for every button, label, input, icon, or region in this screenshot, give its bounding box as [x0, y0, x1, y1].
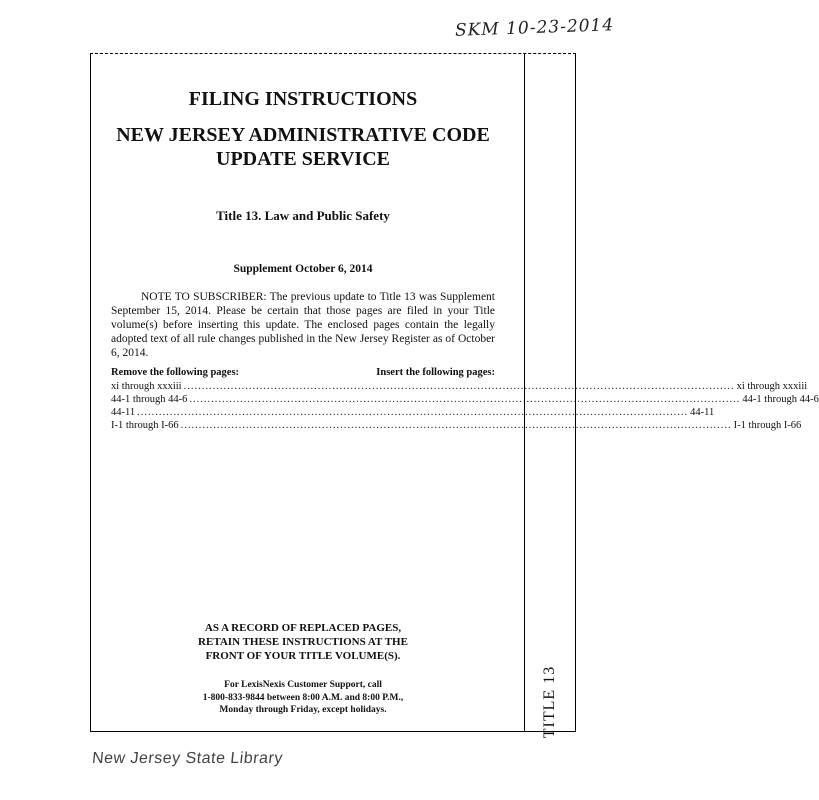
remove-cell: xi through xxxiii — [111, 381, 182, 392]
page-table — [111, 380, 819, 432]
document-frame — [90, 53, 819, 739]
record-line: AS A RECORD OF REPLACED PAGES, — [204, 622, 402, 634]
page-title: FILING INSTRUCTIONS — [188, 88, 418, 110]
title-line: Title 13. Law and Public Safety — [216, 208, 390, 223]
insert-cell: xi through xxxiii — [736, 381, 808, 392]
table-header — [111, 367, 495, 378]
subscriber-note: NOTE TO SUBSCRIBER: The previous update to Title 13 was Supplement September 15, 2014. Please be certain that those pages are filed in your Title volume(s) before inserting this update. The enclosed pages contain the legally adopted text of all rule changes published in the New Jersey Register as of October 6, 2014. — [111, 291, 495, 359]
title-tab — [524, 54, 575, 739]
support-line: Monday through Friday, except holidays. — [219, 705, 387, 715]
dot-leader: ........................................................................................................................................................ — [189, 394, 741, 405]
table-row — [111, 406, 715, 419]
insert-cell: 44-1 through 44-6 — [742, 394, 819, 405]
subheading-line: NEW JERSEY ADMINISTRATIVE CODE — [116, 124, 490, 146]
record-line: FRONT OF YOUR TITLE VOLUME(S). — [205, 650, 401, 662]
dot-leader: ........................................................................................................................................................ — [183, 381, 735, 392]
insert-cell: 44-11 — [690, 407, 715, 418]
remove-cell: 44-1 through 44-6 — [111, 394, 188, 405]
support-line: For LexisNexis Customer Support, call — [224, 680, 382, 690]
insert-header: Insert the following pages: — [376, 367, 495, 378]
dot-leader: ........................................................................................................................................................ — [137, 407, 689, 418]
table-row — [111, 393, 819, 406]
dot-leader: ........................................................................................................................................................ — [180, 420, 732, 431]
record-instructions — [111, 621, 495, 663]
support-line: 1-800-833-9844 between 8:00 A.M. and 8:00 P.M., — [202, 692, 404, 703]
remove-cell: I-1 through I-66 — [111, 420, 179, 431]
subheading-line: UPDATE SERVICE — [216, 148, 390, 170]
remove-header: Remove the following pages: — [111, 367, 240, 378]
library-stamp: New Jersey State Library — [91, 750, 284, 767]
table-row — [111, 380, 808, 393]
tab-label: TITLE 13 — [541, 665, 558, 739]
record-line: RETAIN THESE INSTRUCTIONS AT THE — [198, 636, 408, 648]
remove-cell: 44-11 — [111, 407, 136, 418]
table-row — [111, 419, 802, 432]
handwritten-note: SKM 10-23-2014 — [454, 15, 615, 41]
subheading — [111, 123, 495, 171]
customer-support — [111, 679, 495, 717]
supplement-line: Supplement October 6, 2014 — [233, 263, 373, 275]
insert-cell: I-1 through I-66 — [733, 420, 802, 431]
